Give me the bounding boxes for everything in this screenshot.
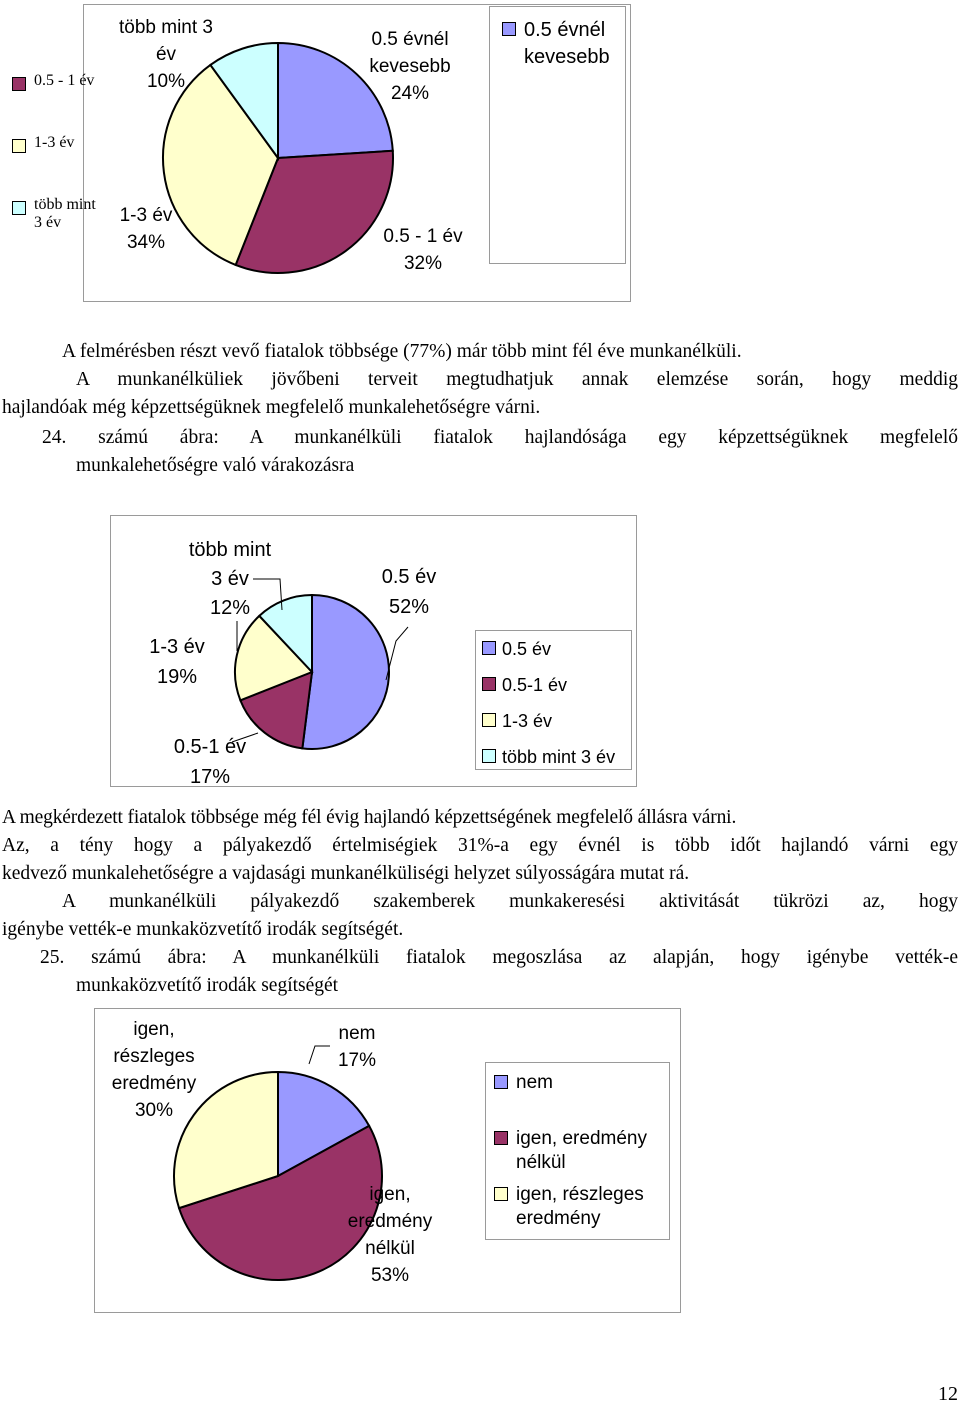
- paragraph-4-line-2: igénybe vették-e munkaközvetítő irodák segítségét.: [2, 919, 404, 940]
- paragraph-3-line-3: kedvező munkalehetőségre a vajdasági munkanélküliségi helyzet súlyosságára mutat rá.: [2, 863, 690, 884]
- legend-swatch: [494, 1187, 508, 1201]
- legend-item: igen, részleges eredmény: [494, 1183, 644, 1231]
- slice-label-2-3: több mint 3 év 12%: [188, 539, 272, 619]
- paragraph-3-line-2: Az, a tény hogy a pályakezdő értelmiségiek 31%-a egy évnél is több időt hajlandó várni egy: [2, 835, 958, 856]
- legend-item: nem: [494, 1071, 553, 1095]
- slice-label-1-1: 0.5 - 1 év 32%: [383, 226, 463, 274]
- legend-item: 1-3 év: [482, 709, 552, 733]
- chart-3-legend: [485, 1062, 670, 1240]
- figure-24-caption-line-2: munkalehetőségre való várakozásra: [76, 455, 355, 476]
- legend-item: 0.5 - 1 év: [12, 72, 94, 91]
- figure-24-caption-line-1: 24. számú ábra: A munkanélküli fiatalok hajlandósága egy képzettségüknek megfelelő: [42, 427, 958, 448]
- slice-label-3-2: igen, részleges eredmény 30%: [111, 1019, 197, 1121]
- paragraph-1: A felmérésben részt vevő fiatalok többsége (77%) már több mint fél éve munkanélküli.: [62, 341, 742, 362]
- figure-25-caption-line-1: 25. számú ábra: A munkanélküli fiatalok megoszlása az alapján, hogy igénybe vették-e: [40, 947, 958, 968]
- legend-item: 0.5 évnél kevesebb: [502, 17, 610, 71]
- slice-label-2-1: 0.5-1 év 17%: [173, 736, 247, 788]
- slice-label-1-0: 0.5 évnél kevesebb 24%: [369, 29, 451, 104]
- paragraph-4-line-1: A munkanélküli pályakezdő szakemberek munkakeresési aktivitását tükrözi az, hogy: [62, 891, 958, 912]
- legend-swatch: [494, 1075, 508, 1089]
- slice-label-2-0: 0.5 év 52%: [381, 566, 437, 618]
- slice-label-1-2: 1-3 év 34%: [119, 205, 173, 253]
- paragraph-2-line-2: hajlandóak még képzettségüknek megfelelő munkalehetőségre várni.: [2, 397, 541, 418]
- page-number: 12: [938, 1383, 958, 1405]
- paragraph-3-line-1: A megkérdezett fiatalok többsége még fél évig hajlandó képzettségének megfelelő állásra várni.: [2, 807, 737, 828]
- legend-item: 0.5 év: [482, 637, 551, 661]
- slice-label-2-2: 1-3 év 19%: [149, 636, 205, 688]
- slice-label-3-1: igen, eredmény nélkül 53%: [347, 1184, 433, 1286]
- legend-swatch: [494, 1131, 508, 1145]
- legend-item: több mint 3 év: [482, 745, 615, 769]
- paragraph-2-line-1: A munkanélküliek jövőbeni terveit megtudhatjuk annak elemzése során, hogy meddig: [76, 369, 958, 390]
- legend-item: 1-3 év: [12, 134, 74, 153]
- slice-label-3-0: nem 17%: [337, 1023, 377, 1071]
- legend-item: több mint 3 év: [12, 196, 96, 232]
- legend-item: 0.5-1 év: [482, 673, 567, 697]
- slice-label-1-3: több mint 3 év 10%: [119, 17, 213, 92]
- legend-item: igen, eredmény nélkül: [494, 1127, 647, 1175]
- figure-25-caption-line-2: munkaközvetítő irodák segítségét: [76, 975, 339, 996]
